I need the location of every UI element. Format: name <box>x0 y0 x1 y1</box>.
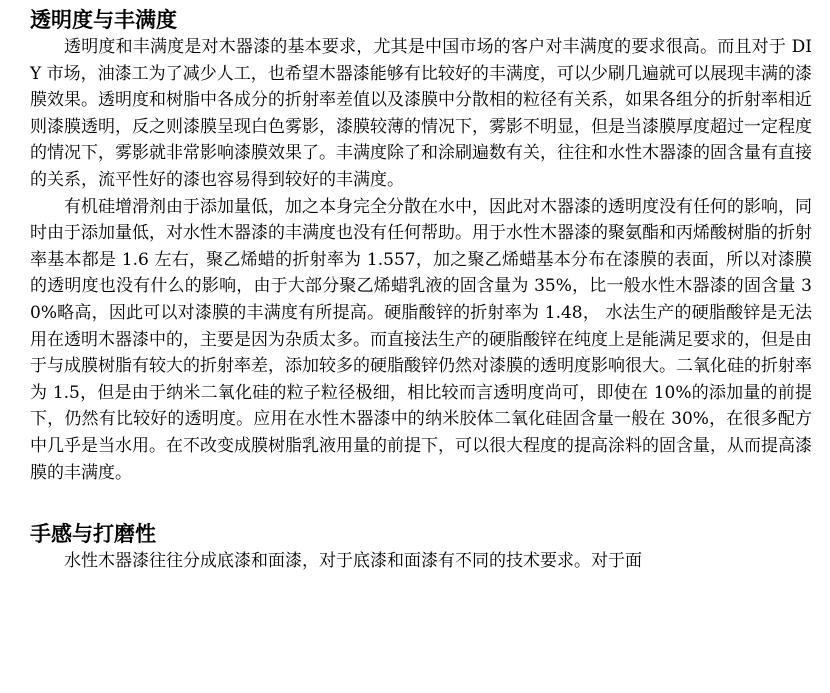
section-heading-feel-sanding: 手感与打磨性 <box>30 522 156 547</box>
document-page <box>30 0 812 575</box>
paragraph-feel-sanding-intro: 水性木器漆往往分成底漆和面漆，对于底漆和面漆有不同的技术要求。对于面 <box>64 551 642 572</box>
section-heading-transparency: 透明度与丰满度 <box>30 8 177 32</box>
paragraph-transparency-intro: 透明度和丰满度是对木器漆的基本要求，尤其是中国市场的客户对丰满度的要求很高。而且对于 DIY 市场，油漆工为了减少人工，也希望木器漆能够有比较好的丰满度，可以少刷几遍就可以展现丰满的漆膜效果。透明度和树脂中各成分的折射率差值以及漆膜中分散相的粒径有关系，如果各组分的折射率相近则漆膜透明，反之则漆膜呈现白色雾影，漆膜较薄的情况下，雾影不明显，但是当漆膜厚度超过一定程度的情况下，雾影就非常影响漆膜效果了。丰满度除了和涂刷遍数有关，往往和水性木器漆的固含量有直接的关系，流平性好的漆也容易得到较好的丰满度。 <box>30 37 812 190</box>
paragraph-additives-effect: 有机硅增滑剂由于添加量低，加之本身完全分散在水中，因此对木器漆的透明度没有任何的影响，同时由于添加量低，对水性木器漆的丰满度也没有任何帮助。用于水性木器漆的聚氨酯和丙烯酸树脂的折射率基本都是 1.6 左右，聚乙烯蜡的折射率为 1.557，加之聚乙烯蜡基本分布在漆膜的表面，所以对漆膜的透明度也没有什么的影响，由于大部分聚乙烯蜡乳液的固含量为 35%，比一般水性木器漆的固含量 30%略高，因此可以对漆膜的丰满度有所提高。硬脂酸锌的折射率为 1.48， 水法生产的硬脂酸锌是无法用在透明木器漆中的，主要是因为杂质太多。而直接法生产的硬脂酸锌在纯度上是能满足要求的，但是由于与成膜树脂有较大的折射率差，添加较多的硬脂酸锌仍然对漆膜的透明度影响很大。二氧化硅的折射率为 1.5，但是由于纳米二氧化硅的粒子粒径极细，相比较而言透明度尚可，即使在 10%的添加量的前提下，仍然有比较好的透明度。应用在水性木器漆中的纳米胶体二氧化硅固含量一般在 30%，在很多配方中几乎是当水用。在不改变成膜树脂乳液用量的前提下，可以很大程度的提高涂料的固含量，从而提高漆膜的丰满度。 <box>30 196 812 483</box>
